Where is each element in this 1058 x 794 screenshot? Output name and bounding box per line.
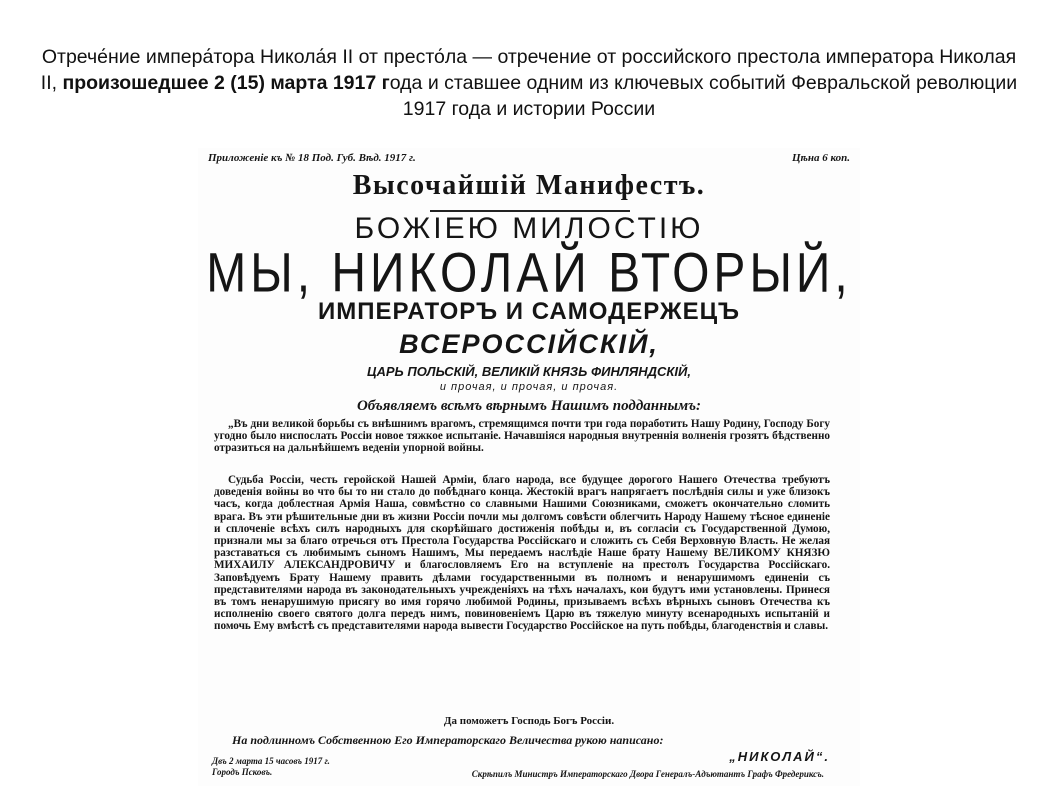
document-header-row — [208, 152, 850, 168]
place-line: Городъ Псковъ. — [212, 767, 273, 777]
caption-text-part1: Отрече́ние импера́тора Никола́я II от престо́ла — отречение от российского престола императора Николая II, — [40, 46, 1017, 94]
header-price: Цѣна 6 коп. — [791, 152, 850, 164]
date-place — [212, 756, 330, 778]
manifesto-paragraph-2: Судьба Россіи, честь геройской Нашей Арміи, благо народа, все будущее дорогого Нашего Отечества требуютъ доведенія войны во что бы то ни стало до побѣднаго конца. Жестокій врагъ напрягаетъ послѣднія силы и уже близокъ часъ, когда доблестная Армія Наша, совмѣстно со славными Нашими Союзниками, сможетъ окончательно сломить врага. Въ эти рѣшительные дни въ жизни Россіи почли мы долгомъ совѣсти облегчить Народу Нашему тѣсное единеніе и сплоченіе всѣхъ силъ народныхъ для скорѣйшаго достиженія побѣды и, въ согласіи съ Государственной Думою, признали мы за благо отречься отъ Престола Государства Россійскаго и сложить съ Себя Верховную Власть. Не желая разставаться съ любимымъ сыномъ Нашимъ, Мы передаемъ наслѣдіе Наше брату Нашему ВЕЛИКОМУ КНЯЗЮ МИХАИЛУ АЛЕКСАНДРОВИЧУ и благословляемъ Его на вступленіе на престолъ Государства Россійскаго. Заповѣдуемъ Брату Нашему править дѣлами государственными въ полномъ и ненарушимомъ единеніи съ представителями народа въ законодательныхъ учрежденіяхъ на тѣхъ началахъ, кои будутъ ими установлены. Принеся въ томъ ненарушимую присягу во имя горячо любимой Родины, призываемъ всѣхъ вѣрныхъ сыновъ Отечества къ исполненію своего святого долга передъ нимъ, повиновеніемъ Царю въ тяжелую минуту всенародныхъ испытаній и помочь Ему вмѣстѣ съ представителями народа вывести Государство Россійское на путь побѣды, благоденствія и славы. — [214, 474, 830, 633]
caption-text-bold: произошедшее 2 (15) марта 1917 г — [62, 72, 390, 94]
header-appendix-note: Приложеніе къ № 18 Под. Губ. Вѣд. 1917 г. — [208, 152, 416, 164]
signature-nikolai: „НИКОЛАЙ“. — [729, 749, 830, 764]
king-of-poland-line: ЦАРЬ ПОЛЬСКІЙ, ВЕЛИКІЙ КНЯЗЬ ФИНЛЯНДСКІЙ, — [367, 364, 691, 379]
all-russian-line: ВСЕРОССІЙСКІЙ, — [399, 329, 659, 359]
countersignature: Скрѣпилъ Министръ Императорскаго Двора Генералъ-Адъютантъ Графъ Фредериксъ. — [471, 769, 824, 779]
by-grace-of-god-line: БОЖІЕЮ МИЛОСТІЮ — [354, 212, 704, 245]
image-caption — [40, 44, 1018, 122]
caption-text-part3: ода и ставшее одним из ключевых событий Февральской революции 1917 года и истории России — [389, 72, 1018, 120]
manifesto-title: Высочайшій Манифестъ. — [352, 170, 706, 201]
emperor-name-line: МЫ, НИКОЛАЙ ВТОРЫЙ, — [206, 243, 852, 304]
manifesto-document — [198, 148, 860, 786]
address-to-subjects: Объявляемъ всѣмъ вѣрнымъ Нашимъ подданнымъ: — [356, 398, 702, 414]
date-line: Двъ 2 марта 15 часовъ 1917 г. — [212, 756, 330, 766]
signed-by-hand-note: На подлинномъ Собственною Его Императорскаго Величества рукою написано: — [232, 733, 664, 747]
etcetera-line: и прочая, и прочая, и прочая. — [439, 381, 619, 393]
closing-blessing: Да поможетъ Господь Богъ Россіи. — [443, 715, 615, 727]
manifesto-paragraph-1: „Въ дни великой борьбы съ внѣшнимъ врагомъ, стремящимся почти три года поработить Нашу Родину, Господу Богу угодно было ниспослать Россіи новое тяжкое испытаніе. Начавшіяся народныя внутреннія волненія грозятъ бѣдственно отразиться на дальнѣйшемъ веденіи упорной войны. — [214, 418, 830, 455]
emperor-title-line: ИМПЕРАТОРЪ И САМОДЕРЖЕЦЪ — [317, 298, 741, 325]
